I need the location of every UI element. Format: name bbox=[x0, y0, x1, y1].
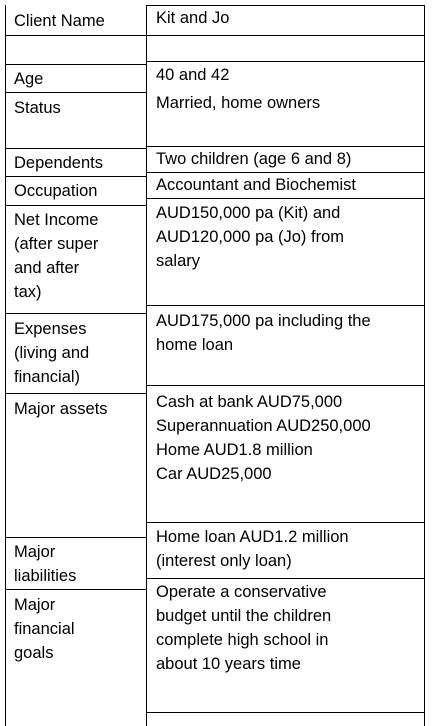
value-line: salary bbox=[156, 252, 201, 270]
value-age bbox=[156, 63, 229, 87]
row-border bbox=[5, 64, 146, 65]
row-border bbox=[5, 313, 146, 314]
label-major-assets bbox=[14, 397, 108, 421]
label-net-income bbox=[14, 208, 98, 304]
label-expenses bbox=[14, 317, 89, 389]
table-left-border bbox=[5, 5, 6, 726]
row-border bbox=[5, 92, 146, 93]
row-border bbox=[5, 589, 146, 590]
label-line: Status bbox=[14, 99, 61, 117]
value-line: AUD120,000 pa (Jo) from bbox=[156, 228, 345, 246]
value-major-liabilities bbox=[156, 525, 349, 573]
value-line: budget until the children bbox=[156, 607, 332, 625]
value-line: about 10 years time bbox=[156, 655, 301, 673]
row-border bbox=[146, 522, 424, 523]
value-line: Cash at bank AUD75,000 bbox=[156, 393, 343, 411]
label-status bbox=[14, 96, 61, 120]
value-line: 40 and 42 bbox=[156, 66, 230, 84]
label-line: goals bbox=[14, 644, 54, 662]
column-divider bbox=[146, 5, 147, 726]
label-major-financial-goals bbox=[14, 593, 75, 665]
value-line: Superannuation AUD250,000 bbox=[156, 417, 371, 435]
label-line: liabilities bbox=[14, 567, 77, 585]
value-net-income bbox=[156, 201, 344, 273]
label-major-liabilities bbox=[14, 540, 76, 588]
row-border bbox=[146, 578, 424, 579]
row-border bbox=[5, 148, 146, 149]
label-line: Age bbox=[14, 70, 44, 88]
value-status bbox=[156, 91, 320, 115]
value-major-assets bbox=[156, 390, 371, 486]
value-major-financial-goals bbox=[156, 580, 331, 676]
value-line: AUD175,000 pa including the bbox=[156, 312, 371, 330]
row-border bbox=[146, 385, 424, 386]
row-border bbox=[5, 537, 146, 538]
value-line: Operate a conservative bbox=[156, 583, 327, 601]
row-border bbox=[5, 393, 146, 394]
value-line: Car AUD25,000 bbox=[156, 465, 272, 483]
value-line: (interest only loan) bbox=[156, 552, 292, 570]
row-border bbox=[5, 205, 146, 206]
value-line: Accountant and Biochemist bbox=[156, 176, 356, 194]
label-line: Major assets bbox=[14, 400, 108, 418]
row-border bbox=[146, 712, 424, 713]
label-age bbox=[14, 67, 43, 91]
value-line: Kit and Jo bbox=[156, 9, 230, 27]
label-line: Dependents bbox=[14, 154, 103, 172]
table-right-border bbox=[424, 5, 425, 726]
value-line: Married, home owners bbox=[156, 94, 321, 112]
row-border bbox=[146, 305, 424, 306]
value-expenses bbox=[156, 309, 371, 357]
value-dependents bbox=[156, 147, 351, 171]
row-border bbox=[5, 176, 146, 177]
label-line: financial) bbox=[14, 368, 81, 386]
label-line: Client Name bbox=[14, 12, 105, 30]
value-line: complete high school in bbox=[156, 631, 329, 649]
label-line: (after super bbox=[14, 235, 99, 253]
label-line: tax) bbox=[14, 283, 42, 301]
label-line: Major bbox=[14, 543, 56, 561]
label-line: Expenses bbox=[14, 320, 87, 338]
label-client-name bbox=[14, 9, 105, 33]
value-line: Home loan AUD1.2 million bbox=[156, 528, 349, 546]
value-line: AUD150,000 pa (Kit) and bbox=[156, 204, 341, 222]
label-line: Occupation bbox=[14, 182, 98, 200]
row-border bbox=[146, 198, 424, 199]
value-occupation bbox=[156, 173, 356, 197]
label-line: (living and bbox=[14, 344, 90, 362]
label-line: Major bbox=[14, 596, 56, 614]
value-line: Home AUD1.8 million bbox=[156, 441, 313, 459]
row-border bbox=[146, 35, 424, 36]
label-dependents bbox=[14, 151, 103, 175]
value-line: home loan bbox=[156, 336, 234, 354]
value-client-name bbox=[156, 6, 229, 30]
row-border bbox=[5, 35, 146, 36]
label-line: financial bbox=[14, 620, 75, 638]
label-occupation bbox=[14, 179, 97, 203]
label-line: and after bbox=[14, 259, 80, 277]
row-border bbox=[146, 61, 424, 62]
value-line: Two children (age 6 and 8) bbox=[156, 150, 352, 168]
label-line: Net Income bbox=[14, 211, 99, 229]
